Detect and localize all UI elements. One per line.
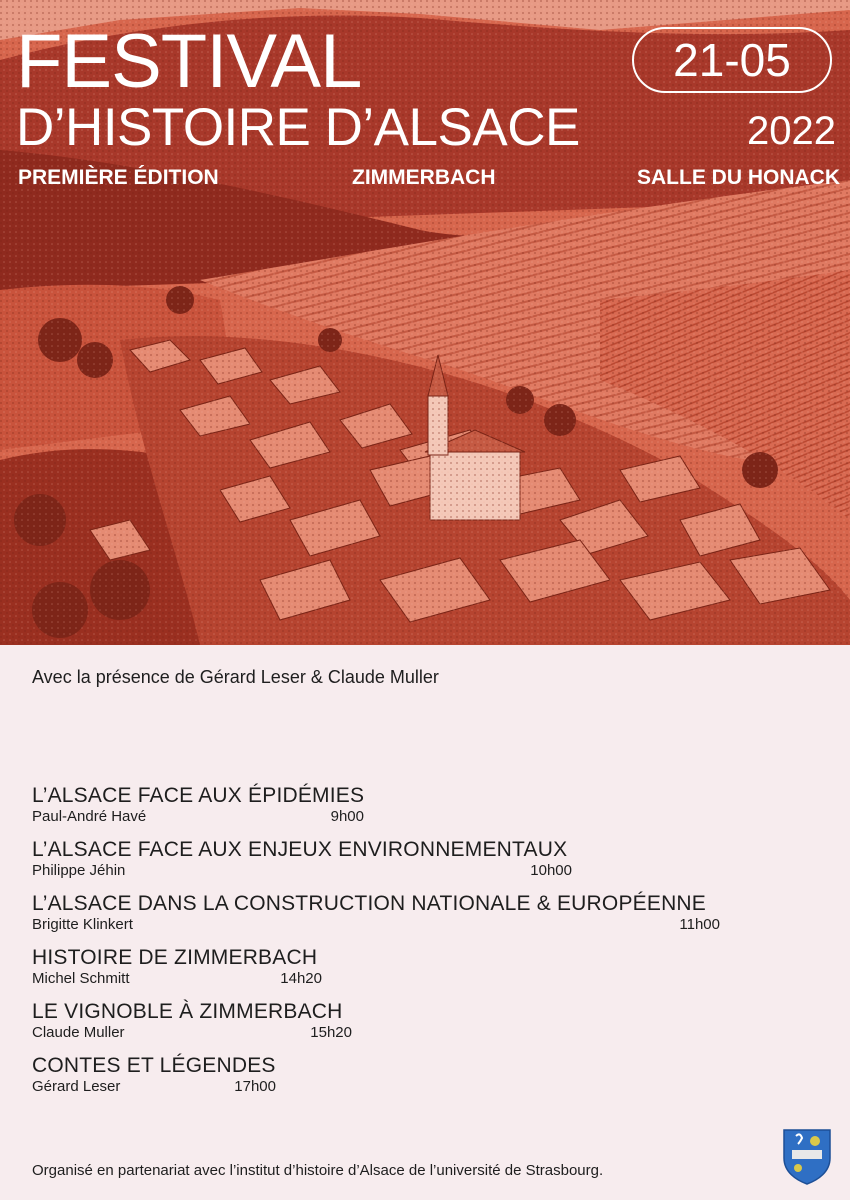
program-item [32, 1000, 792, 1042]
talk-meta [32, 862, 572, 880]
partnership-note: Organisé en partenariat avec l’institut d’histoire d’Alsace de l’université de Strasbourg. [32, 1162, 604, 1179]
guests-line: Avec la présence de Gérard Leser & Claude Muller [32, 667, 439, 687]
talk-title: L’ALSACE FACE AUX ÉPIDÉMIES [32, 784, 365, 807]
talk-time: 17h00 [234, 1078, 276, 1095]
talk-meta [32, 970, 322, 988]
program-item [32, 784, 792, 826]
talk-title: LE VIGNOBLE À ZIMMERBACH [32, 1000, 343, 1023]
talk-speaker: Claude Muller [32, 1024, 125, 1041]
program-list [32, 784, 792, 1108]
venue-label: SALLE DU HONACK [637, 166, 840, 189]
talk-meta [32, 1024, 352, 1042]
town-label: ZIMMERBACH [352, 166, 496, 189]
talk-title: L’ALSACE DANS LA CONSTRUCTION NATIONALE & EUROPÉENNE [32, 892, 707, 915]
festival-title: FESTIVAL [16, 19, 362, 104]
program-item [32, 946, 792, 988]
talk-meta [32, 808, 364, 826]
talk-meta [32, 1078, 276, 1096]
talk-speaker: Paul-André Havé [32, 808, 147, 825]
talk-speaker: Gérard Leser [32, 1078, 121, 1095]
talk-time: 9h00 [330, 808, 364, 825]
festival-year: 2022 [747, 109, 836, 153]
talk-time: 15h20 [310, 1024, 352, 1041]
program-item [32, 838, 792, 880]
edition-label: PREMIÈRE ÉDITION [18, 166, 219, 189]
date-badge: 21-05 [632, 27, 832, 93]
coat-of-arms-icon [782, 1128, 832, 1186]
talk-time: 10h00 [530, 862, 572, 879]
talk-time: 14h20 [280, 970, 322, 987]
talk-speaker: Brigitte Klinkert [32, 916, 133, 933]
talk-speaker: Philippe Jéhin [32, 862, 126, 879]
talk-meta [32, 916, 720, 934]
talk-speaker: Michel Schmitt [32, 970, 130, 987]
talk-title: L’ALSACE FACE AUX ENJEUX ENVIRONNEMENTAUX [32, 838, 568, 861]
program-item [32, 892, 792, 934]
talk-title: CONTES ET LÉGENDES [32, 1054, 276, 1077]
program-item [32, 1054, 792, 1096]
talk-time: 11h00 [679, 916, 720, 933]
festival-subtitle: D’HISTOIRE D’ALSACE [16, 98, 580, 157]
talk-title: HISTOIRE DE ZIMMERBACH [32, 946, 318, 969]
